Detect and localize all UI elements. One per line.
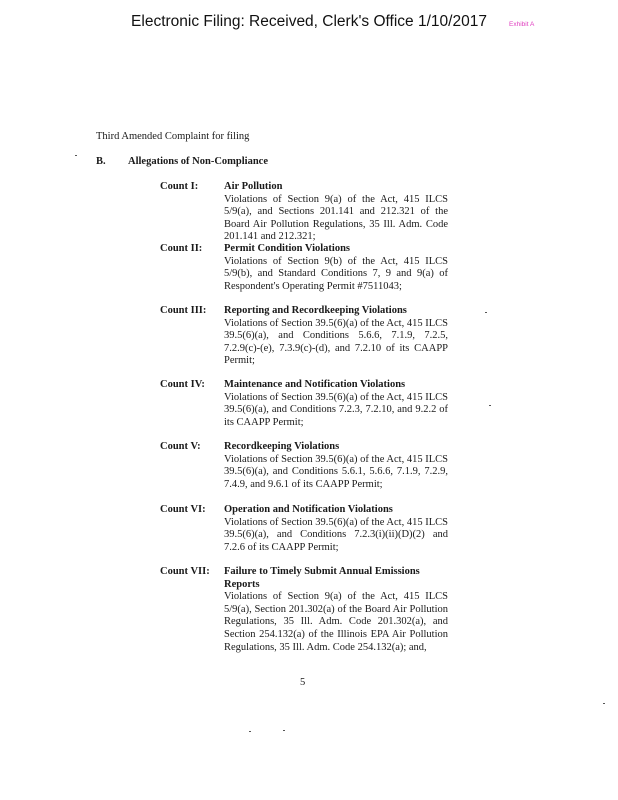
count-text: Violations of Section 39.5(6)(a) of the Act, 415 ILCS 39.5(6)(a), and Conditions 7.2.3, 7.2.10, and 9.2.2 of its CAAPP Permit; xyxy=(224,391,448,428)
count-label: Count III: xyxy=(160,305,207,316)
count-text: Violations of Section 9(a) of the Act, 415 ILCS 5/9(a), and Sections 201.141 and 212.321 of the Board Air Pollution Regulations, 35 Ill. Adm. Code 201.141 and 212.321; xyxy=(224,193,448,243)
section-letter: B. xyxy=(96,156,106,167)
count-heading: Maintenance and Notification Violations xyxy=(224,379,406,390)
scan-speck xyxy=(75,155,77,156)
count-label: Count II: xyxy=(160,243,203,254)
count-label: Count VI: xyxy=(160,504,206,515)
count-text: Violations of Section 9(b) of the Act, 415 ILCS 5/9(b), and Standard Conditions 7, 9 and 9(a) of Respondent's Operating Permit #7511043; xyxy=(224,255,448,292)
count-heading: Air Pollution xyxy=(224,181,283,192)
exhibit-label: Exhibit A xyxy=(509,21,535,28)
count-heading: Failure to Timely Submit Annual Emissions Reports xyxy=(224,566,420,590)
filing-stamp: Electronic Filing: Received, Clerk's Office 1/10/2017 xyxy=(131,13,487,30)
section-title: Allegations of Non-Compliance xyxy=(128,156,268,167)
count-label: Count VII: xyxy=(160,566,210,577)
count-heading: Recordkeeping Violations xyxy=(224,441,340,452)
count-label: Count I: xyxy=(160,181,199,192)
scan-speck xyxy=(603,703,605,704)
count-heading: Operation and Notification Violations xyxy=(224,504,393,515)
count-text: Violations of Section 9(a) of the Act, 415 ILCS 5/9(a), Section 201.302(a) of the Board Air Pollution Regulations, 35 Ill. Adm. Code 201.302(a), and Section 254.132(a) of the Illinois EPA Air Pollution Regulations, 35 Ill. Adm. Code 254.132(a); and, xyxy=(224,591,448,653)
section-heading xyxy=(96,156,268,167)
count-text: Violations of Section 39.5(6)(a) of the Act, 415 ILCS 39.5(6)(a), and Conditions 5.6.6, 7.1.9, 7.2.5, 7.2.9(c)-(e), 7.3.9(c)-(d), and 7.2.10 of its CAAPP Permit; xyxy=(224,317,448,367)
count-heading: Permit Condition Violations xyxy=(224,243,351,254)
count-heading: Reporting and Recordkeeping Violations xyxy=(224,305,407,316)
count-label: Count IV: xyxy=(160,379,205,390)
scan-speck xyxy=(249,731,251,732)
count-text: Violations of Section 39.5(6)(a) of the Act, 415 ILCS 39.5(6)(a), and Conditions 7.2.3(i)(ii)(D)(2) and 7.2.6 of its CAAPP Permit; xyxy=(224,516,448,553)
scan-speck xyxy=(283,730,285,731)
scan-speck xyxy=(489,405,491,406)
scan-speck xyxy=(485,312,487,313)
count-text: Violations of Section 39.5(6)(a) of the Act, 415 ILCS 39.5(6)(a), and Conditions 5.6.1, 5.6.6, 7.1.9, 7.2.9, 7.4.9, and 9.6.1 of its CAAPP Permit; xyxy=(224,453,448,490)
count-label: Count V: xyxy=(160,441,201,452)
page-number: 5 xyxy=(300,677,306,688)
document-title: Third Amended Complaint for filing xyxy=(96,131,250,142)
